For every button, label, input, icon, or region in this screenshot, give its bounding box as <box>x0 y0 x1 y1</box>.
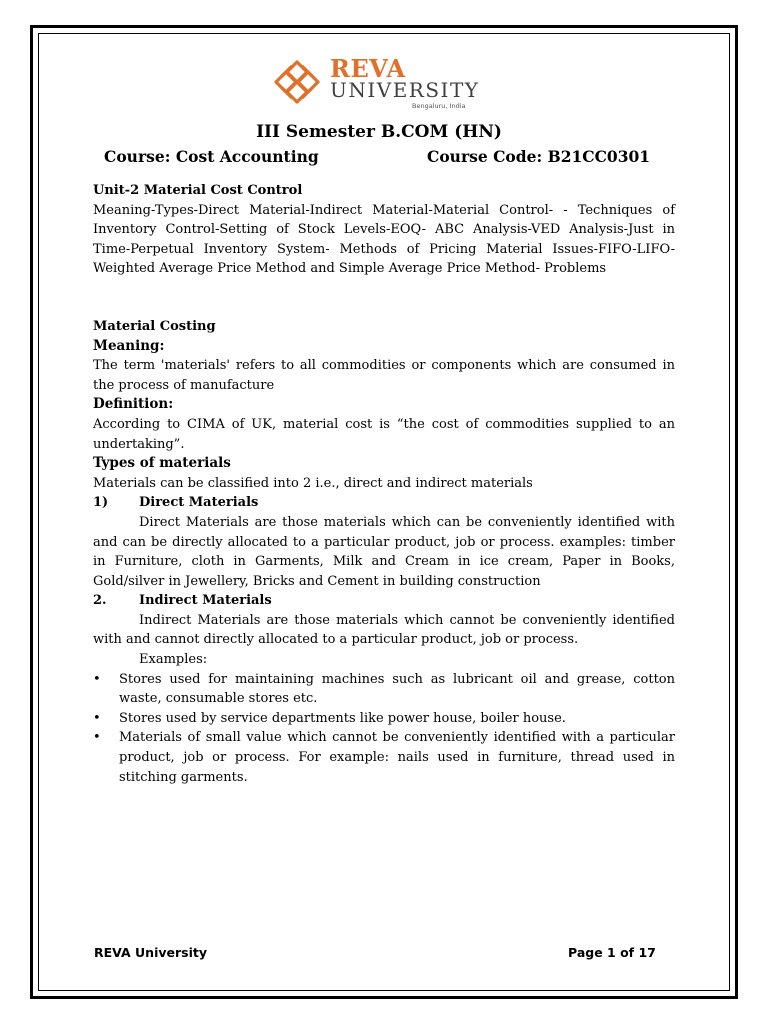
indirect-title: Indirect Materials <box>139 593 272 609</box>
bullet-icon: • <box>93 671 101 687</box>
definition-heading: Definition: <box>93 396 174 413</box>
bullet-icon: • <box>93 730 101 746</box>
document-body <box>93 120 675 787</box>
footer-university: REVA University <box>94 945 207 960</box>
list-item <box>93 709 675 729</box>
course-row <box>93 145 675 169</box>
page-title: III Semester B.COM (HN) <box>256 122 502 142</box>
indirect-number: 2. <box>93 593 107 609</box>
examples-list <box>93 670 675 788</box>
unit-heading: Unit-2 Material Cost Control <box>93 183 303 198</box>
direct-number: 1) <box>93 495 109 511</box>
indirect-materials-text: Indirect Materials are those materials which cannot be conveniently identified with and cannot directly allocated to a particular product, job or process. <box>93 612 675 648</box>
direct-materials-heading <box>93 493 675 513</box>
list-item-text: Materials of small value which cannot be conveniently identified with a particular product, job or process. For example: nails used in furniture, thread used in stitching garments. <box>119 730 675 785</box>
definition-text: According to CIMA of UK, material cost is “the cost of commodities supplied to an undertaking”. <box>93 416 675 452</box>
unit-topics: Meaning-Types-Direct Material-Indirect Material-Material Control- - Techniques of Inventory Control-Setting of Stock Levels-EOQ- ABC Analysis-VED Analysis-Just in Time-Perpetual Inventory System- Methods of Pricing Material Issues-FIFO-LIFO-Weighted Average Price Method and Simple Average Price Method- Problems <box>93 202 675 277</box>
footer-page-number: Page 1 of 17 <box>568 945 656 960</box>
course-code: Course Code: B21CC0301 <box>427 147 651 166</box>
examples-label: Examples: <box>139 652 208 668</box>
logo-location: Bengaluru, India <box>412 102 466 110</box>
direct-title: Direct Materials <box>139 495 259 511</box>
direct-materials-text: Direct Materials are those materials which can be conveniently identified with and can be directly allocated to a particular product, job or process. examples: timber in Furniture, cloth in Garments, Milk and Cream in ice cream, Paper in Books, Gold/silver in Jewellery, Bricks and Cement in building construction <box>93 514 675 589</box>
knot-emblem-icon <box>270 58 324 106</box>
list-item <box>93 728 675 787</box>
list-item-text: Stores used by service departments like power house, boiler house. <box>119 710 566 726</box>
university-logo <box>270 56 500 110</box>
logo-name: REVA <box>330 54 406 83</box>
list-item-text: Stores used for maintaining machines such as lubricant oil and grease, cotton waste, consumable stores etc. <box>119 671 675 707</box>
meaning-heading: Meaning: <box>93 337 165 354</box>
types-heading: Types of materials <box>93 455 231 472</box>
list-item <box>93 670 675 709</box>
section-title: Material Costing <box>93 318 216 334</box>
logo-subtitle: UNIVERSITY <box>330 78 480 102</box>
course-name: Course: Cost Accounting <box>104 147 319 166</box>
meaning-text: The term 'materials' refers to all commodities or components which are consumed in the process of manufacture <box>93 358 675 393</box>
bullet-icon: • <box>93 710 101 726</box>
types-text: Materials can be classified into 2 i.e., direct and indirect materials <box>93 475 533 491</box>
indirect-materials-heading <box>93 591 675 611</box>
